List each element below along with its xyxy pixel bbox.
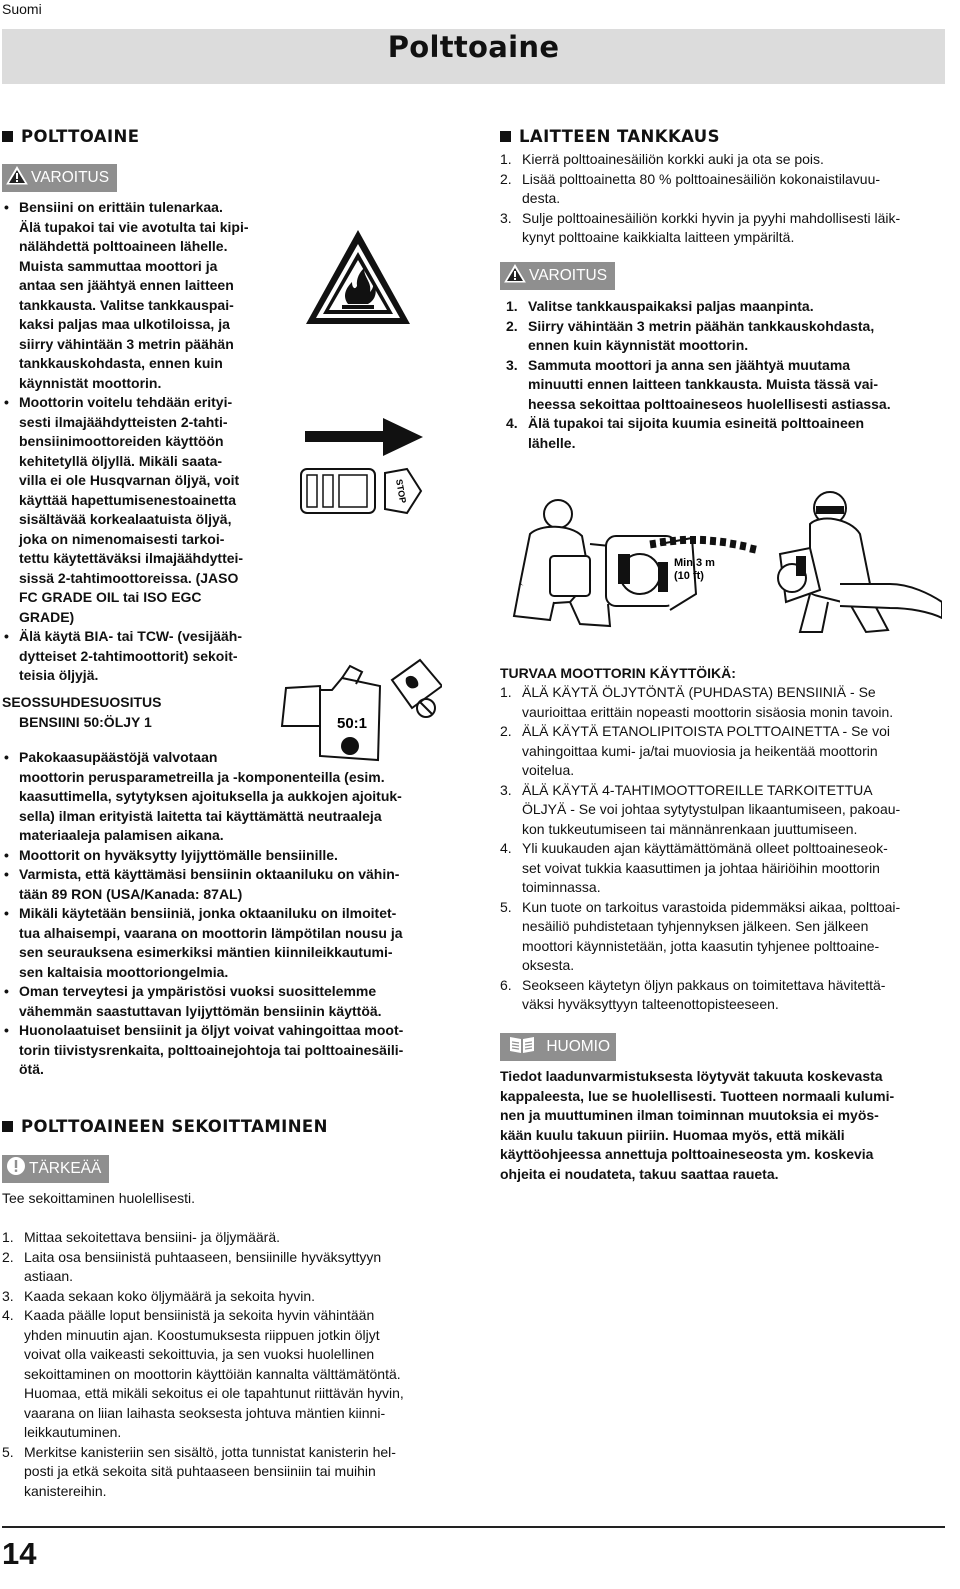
item-number: 5. xyxy=(500,898,512,915)
text-line: Älä käytä BIA- tai TCW- (vesijääh- xyxy=(19,628,242,644)
text-line: kynyt polttoaine kaikkialta laitteen ympäriltä. xyxy=(522,229,795,245)
text-line: teisia öljyjä. xyxy=(19,667,99,683)
text-line: lähelle. xyxy=(528,434,576,451)
safety-steps xyxy=(500,683,945,1015)
item-number: 1. xyxy=(2,1229,14,1245)
item-number: 5. xyxy=(2,1443,14,1460)
text-line: kehitetyllä öljyllä. Mikäli saata- xyxy=(19,452,223,469)
list-item xyxy=(2,1021,452,1080)
text-line: Kun tuote on tarkoitus varastoida pidemmäksi aikaa, polttoai- xyxy=(522,898,901,915)
text-line: käyttöohjeessa annettuja polttoaineseosta ym. koskevia xyxy=(500,1146,874,1162)
arrow-right-icon xyxy=(305,418,423,458)
text-line: bensiinimoottoreiden käyttöön xyxy=(19,433,224,449)
refuel-distance-illustration xyxy=(510,484,942,636)
refuel-steps xyxy=(500,150,945,248)
list-item xyxy=(500,976,945,1015)
text-line: Huonolaatuiset bensiinit ja öljyt voivat vahingoittaa moot- xyxy=(19,1022,404,1038)
item-number: 6. xyxy=(500,976,512,993)
text-line: Älä tupakoi tai vie avotulta tai kipi- xyxy=(19,218,249,235)
text-line: nälähdettä polttoaineen lähelle. xyxy=(19,238,228,254)
text-line: tua alhaisempi, vaarana on moottorin lämpötilan nousu ja xyxy=(19,924,403,941)
text-line: joka on nimenomaisesti tarkoi- xyxy=(19,530,225,547)
fuel-spec-list xyxy=(2,748,452,1080)
text-line: moottorin perusparametreilla ja -komponenteilla (esim. xyxy=(19,768,385,785)
text-line: tankkauskohdasta, ennen kuin xyxy=(19,355,223,371)
important-text: Tee sekoittaminen huolellisesti. xyxy=(2,1190,195,1206)
item-number: 3. xyxy=(500,209,512,226)
item-number: 2. xyxy=(500,723,512,739)
text-line: Siirry vähintään 3 metrin päähän tankkauskohdasta, xyxy=(528,317,875,334)
text-line: heessa sekoittaa polttoaineseos huolellisesti astiassa. xyxy=(528,395,891,412)
text-line: astiaan. xyxy=(24,1268,74,1284)
text-line: väksi hyväksyttyyn talteenottopisteeseen. xyxy=(522,996,779,1012)
safety-heading: TURVAA MOOTTORIN KÄYTTÖIKÄ: xyxy=(500,665,736,681)
text-line: Bensiini on erittäin tulenarkaa. xyxy=(19,199,223,215)
text-line: ötä. xyxy=(19,1061,44,1077)
footer-divider xyxy=(2,1526,945,1528)
text-line: tettu käytettäväksi ilmajäähdyttei- xyxy=(19,550,244,566)
text-line: ÄLÄ KÄYTÄ ETANOLIPITOISTA POLTTOAINETTA - Se voi xyxy=(522,723,890,739)
distance-min-label: Min 3 m xyxy=(674,557,715,569)
text-line: kon tukkeutumiseen tai männänrenkaan juuttumiseen. xyxy=(522,820,858,837)
title-bar xyxy=(2,29,945,84)
text-line: materiaaleja palamisen aikana. xyxy=(19,827,224,843)
section-heading-refuel: LAITTEEN TANKKAUS xyxy=(500,127,720,147)
text-line: Sulje polttoainesäiliön korkki hyvin ja pyyhi mahdollisesti läik- xyxy=(522,209,901,226)
text-line: GRADE) xyxy=(19,608,75,625)
text-line: vähemmän saastuttavan lyijyttömän bensiinin käyttöä. xyxy=(19,1002,382,1019)
warning-badge-refuel: VAROITUS xyxy=(500,262,615,290)
item-number: 3. xyxy=(500,781,512,798)
text-line: oksesta. xyxy=(522,957,575,973)
text-line: Kierrä polttoainesäiliön korkki auki ja ota se pois. xyxy=(522,151,824,167)
page-title: Polttoaine xyxy=(387,30,560,64)
important-badge: TÄRKEÄÄ xyxy=(2,1155,109,1183)
list-item xyxy=(2,1248,452,1287)
text-line: Valitse tankkauspaikaksi paljas maanpinta. xyxy=(528,298,814,314)
text-line: vaurioittaa erittäin nopeasti moottorin sisäosia monin tavoin. xyxy=(522,703,894,720)
item-number: 4. xyxy=(500,840,512,856)
mixing-steps xyxy=(2,1228,452,1501)
text-line: Kaada päälle loput bensiinistä ja sekoita hyvin vähintään xyxy=(24,1307,375,1323)
text-line: set voivat tukkia kaasuttimen ja johtaa häiriöihin moottorin xyxy=(522,859,880,876)
page-number: 14 xyxy=(2,1536,37,1571)
text-line: ennen kuin käynnistät moottorin. xyxy=(528,337,749,353)
item-number: 1. xyxy=(500,684,512,700)
text-line: sisältävää korkealaatuista öljyä, xyxy=(19,511,232,527)
text-line: Huomaa, että mikäli sekoitus ei ole tapahtunut riittävän hyvin, xyxy=(24,1385,404,1401)
text-line: Varmista, että käyttämäsi bensiinin oktaaniluku on vähin- xyxy=(19,866,400,882)
list-item xyxy=(500,150,945,170)
note-text xyxy=(500,1067,945,1184)
section-heading-fuel: POLTTOAINE xyxy=(2,127,139,147)
text-line: moottori käynnistetään, jotta kaasutin tyhjenee polttoaine- xyxy=(522,937,880,954)
item-number: 4. xyxy=(2,1307,14,1323)
refuel-warning-steps xyxy=(500,297,945,453)
list-item xyxy=(2,1306,452,1443)
list-item xyxy=(506,297,945,317)
text-line: sekoittaminen on moottorin käyttöiän kannalta välttämätöntä. xyxy=(24,1365,401,1382)
list-item xyxy=(2,846,452,866)
list-item xyxy=(506,317,945,356)
flammable-warning-icon xyxy=(302,226,414,328)
mix-ratio-heading: SEOSSUHDESUOSITUS xyxy=(2,694,162,710)
text-line: ohjeita ei noudateta, takuu saattaa raueta. xyxy=(500,1165,779,1182)
text-line: tankkausta. Valitse tankkauspai- xyxy=(19,296,234,313)
section-heading-mixing: POLTTOAINEEN SEKOITTAMINEN xyxy=(2,1117,328,1137)
item-number: 1. xyxy=(500,151,512,167)
text-line: sella) ilman erityistä laitetta tai käyttämättä neutraaleja xyxy=(19,807,382,824)
text-line: voivat olla vaikeasti sekoittuvia, ja sen vuoksi huolellinen xyxy=(24,1346,375,1362)
text-line: kappaleesta, lue se huolellisesti. Tuotteen normaali kulumi- xyxy=(500,1087,895,1104)
item-number: 3. xyxy=(506,356,518,373)
exclamation-circle-icon xyxy=(6,1156,26,1176)
text-line: Mikäli käytetään bensiiniä, jonka oktaaniluku on ilmoitet- xyxy=(19,905,397,921)
list-item xyxy=(2,1443,452,1502)
text-line: Merkitse kanisteriin sen sisältö, jotta tunnistat kanisterin hel- xyxy=(24,1443,396,1460)
text-line: Muista sammuttaa moottori ja xyxy=(19,257,218,274)
text-line: dytteiset 2-tahtimoottorit) sekoit- xyxy=(19,647,238,664)
item-number: 2. xyxy=(2,1248,14,1265)
text-line: toiminnassa. xyxy=(522,879,601,895)
text-line: ÖLJYÄ - Se voi johtaa sytytystulpan likaantumiseen, pakoau- xyxy=(522,801,901,817)
text-line: sen kaltaisia moottoriongelmia. xyxy=(19,963,229,980)
text-line: Seokseen käytetyn öljyn pakkaus on toimitettava hävitettä- xyxy=(522,976,886,993)
list-item xyxy=(500,839,945,898)
warning-triangle-icon xyxy=(504,264,526,283)
text-line: Lisää polttoainetta 80 % polttoainesäiliön kokonaistilavuu- xyxy=(522,170,881,187)
text-line: sesti ilmajäähdytteisten 2-tahti- xyxy=(19,413,228,430)
can-ratio-label: 50:1 xyxy=(336,715,368,732)
mix-ratio-block xyxy=(2,693,302,732)
list-item xyxy=(500,683,945,722)
text-line: antaa sen jäähtyä ennen laitteen xyxy=(19,277,234,293)
text-line: leikkautuminen. xyxy=(24,1424,122,1440)
text-line: villa ei ole Husqvarnan öljyä, voit xyxy=(19,472,240,488)
distance-ft-label: (10 ft) xyxy=(674,570,704,582)
mix-ratio-value: BENSIINI 50:ÖLJY 1 xyxy=(19,713,152,730)
text-line: Oman terveytesi ja ympäristösi vuoksi suosittelemme xyxy=(19,983,377,999)
note-badge: HUOMIO xyxy=(500,1033,616,1061)
text-line: Sammuta moottori ja anna sen jäähtyä muutama xyxy=(528,356,851,373)
list-item xyxy=(2,393,302,627)
oil-bottle-icon xyxy=(299,465,425,517)
list-item xyxy=(2,627,302,686)
list-item xyxy=(2,748,452,846)
text-line: sissä 2-tahtimoottoreissa. (JASO xyxy=(19,569,239,586)
text-line: sen seurauksena esimerkiksi mäntien kiinnileikkautumi- xyxy=(19,944,393,960)
list-item xyxy=(2,865,452,904)
text-line: vaarana on liian laihasta seoksesta johtuva mäntien kiinni- xyxy=(24,1404,386,1421)
list-item xyxy=(506,356,945,415)
fuel-warning-list xyxy=(2,198,302,686)
item-number: 2. xyxy=(500,170,512,187)
text-line: kaasuttimella, sytytyksen ajoituksella ja aukkojen ajoituk- xyxy=(19,788,402,804)
text-line: käynnistät moottorin. xyxy=(19,374,162,391)
stop-label: STOP xyxy=(393,478,409,505)
text-line: Laita osa bensiinistä puhtaaseen, bensiinille hyväksyttyyn xyxy=(24,1248,382,1265)
text-line: Mittaa sekoitettava bensiini- ja öljymäärä. xyxy=(24,1229,281,1245)
text-line: Kaada sekaan koko öljymäärä ja sekoita hyvin. xyxy=(24,1287,316,1304)
text-line: Tiedot laadunvarmistuksesta löytyvät takuuta koskevasta xyxy=(500,1068,883,1084)
list-item xyxy=(2,982,452,1021)
book-icon xyxy=(508,1034,536,1054)
text-line: torin tiivistysrenkaita, polttoainejohtoja tai polttoainesäili- xyxy=(19,1041,404,1058)
list-item xyxy=(500,898,945,976)
item-number: 3. xyxy=(2,1287,14,1304)
language-label: Suomi xyxy=(2,1,42,17)
list-item xyxy=(500,722,945,781)
text-line: Pakokaasupäästöjä valvotaan xyxy=(19,749,218,765)
text-line: posti ja etkä sekoita sitä puhtaaseen bensiiniin tai muihin xyxy=(24,1463,376,1479)
text-line: Yli kuukauden ajan käyttämättömänä olleet polttoaineseok- xyxy=(522,840,888,856)
list-item xyxy=(2,904,452,982)
list-item xyxy=(500,209,945,248)
text-line: Moottorit on hyväksytty lyijyttömälle bensiinille. xyxy=(19,846,338,863)
text-line: kään kuulu takuun piiriin. Huomaa myös, että mikäli xyxy=(500,1126,845,1143)
text-line: FC GRADE OIL tai ISO EGC xyxy=(19,589,202,605)
text-line: käyttää hapettumisenestoainetta xyxy=(19,491,237,508)
list-item xyxy=(2,198,302,393)
text-line: nen ja muuttuminen ilman toiminnan muutoksia ei myös- xyxy=(500,1107,879,1123)
text-line: desta. xyxy=(522,190,561,206)
text-line: Älä tupakoi tai sijoita kuumia esineitä polttoaineen xyxy=(528,415,865,431)
item-number: 4. xyxy=(506,415,518,431)
text-line: kaksi paljas maa ulkotiloissa, ja xyxy=(19,316,230,332)
text-line: nesäiliö puhdistetaan tyhjennyksen jälkeen. Sen jälkeen xyxy=(522,918,869,934)
text-line: siirry vähintään 3 metrin päähän xyxy=(19,335,234,352)
list-item xyxy=(506,414,945,453)
text-line: vahingoittaa kumi- ja/tai muoviosia ja heikentää moottorin xyxy=(522,742,878,759)
text-line: Moottorin voitelu tehdään erityi- xyxy=(19,394,233,410)
text-line: ÄLÄ KÄYTÄ ÖLJYTÖNTÄ (PUHDASTA) BENSIINIÄ - Se xyxy=(522,684,876,700)
warning-triangle-icon xyxy=(6,166,28,185)
text-line: voitelua. xyxy=(522,762,575,778)
item-number: 1. xyxy=(506,298,518,314)
text-line: tään 89 RON (USA/Kanada: 87AL) xyxy=(19,885,243,902)
warning-badge: VAROITUS xyxy=(2,164,117,192)
text-line: minuutti ennen laitteen tankkausta. Muista tässä vai- xyxy=(528,376,879,392)
text-line: ÄLÄ KÄYTÄ 4-TAHTIMOOTTOREILLE TARKOITETTUA xyxy=(522,781,873,798)
text-line: yhden minuutin ajan. Koostumuksesta riippuen jotkin öljyt xyxy=(24,1326,380,1343)
item-number: 2. xyxy=(506,317,518,334)
list-item xyxy=(2,1228,452,1248)
text-line: kanistereihin. xyxy=(24,1482,107,1499)
list-item xyxy=(500,170,945,209)
list-item xyxy=(2,1287,452,1307)
list-item xyxy=(500,781,945,840)
